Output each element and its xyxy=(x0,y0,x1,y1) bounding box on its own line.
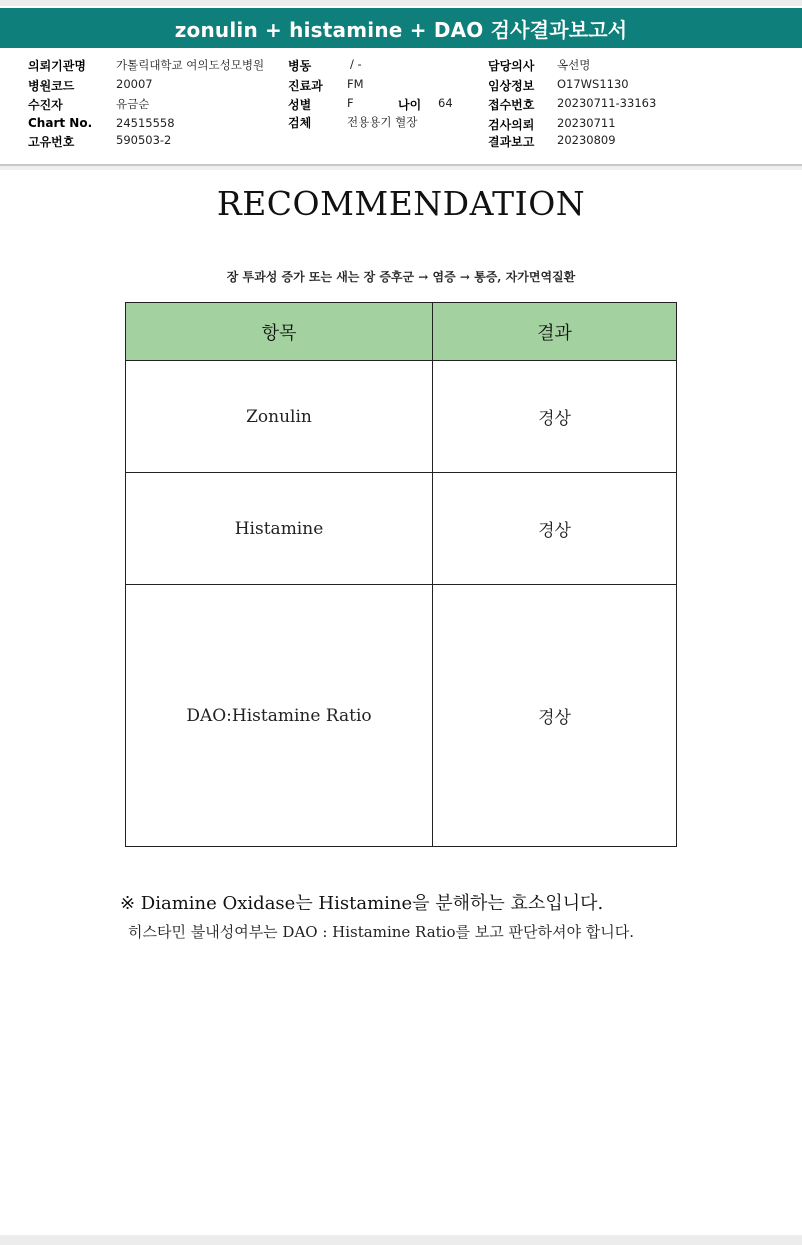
item-cell: Histamine xyxy=(126,473,433,585)
table-row xyxy=(126,585,677,847)
request-date-value: 20230711 xyxy=(557,116,616,130)
institution-label: 의뢰기관명 xyxy=(28,59,86,73)
dept-value: FM xyxy=(347,77,364,91)
patient-label: 수진자 xyxy=(28,98,63,112)
unique-id-value: 590503-2 xyxy=(116,133,172,147)
divider-shadow xyxy=(0,166,802,170)
doctor-label: 담당의사 xyxy=(488,59,535,73)
recommendation-subline: 장 투과성 증가 또는 새는 장 증후군 → 염증 → 통증, 자가면역질환 xyxy=(226,270,576,284)
column-header-result: 결과 xyxy=(433,303,677,361)
table-header-row xyxy=(126,303,677,361)
note-intolerance: 히스타민 불내성여부는 DAO : Histamine Ratio를 보고 판단하셔야 합니다. xyxy=(128,923,634,941)
institution-value: 가톨릭대학교 여의도성모병원 xyxy=(116,58,265,72)
hospital-code-label: 병원코드 xyxy=(28,79,75,93)
sex-label: 성별 xyxy=(288,98,312,112)
request-date-label: 검사의뢰 xyxy=(488,118,535,132)
clinical-info-value: O17WS1130 xyxy=(557,77,629,91)
result-cell: 경상 xyxy=(433,361,677,473)
specimen-value: 전용용기 혈장 xyxy=(347,115,418,129)
result-cell: 경상 xyxy=(433,473,677,585)
ward-value: / - xyxy=(350,57,362,71)
age-value: 64 xyxy=(438,96,453,110)
specimen-label: 검체 xyxy=(288,116,312,130)
chart-value: 24515558 xyxy=(116,116,175,130)
patient-value: 유금순 xyxy=(116,97,150,111)
receipt-no-value: 20230711-33163 xyxy=(557,96,657,110)
bottom-strip xyxy=(0,1235,802,1245)
result-table xyxy=(125,302,677,847)
report-title: zonulin + histamine + DAO 검사결과보고서 xyxy=(0,8,802,48)
item-cell: Zonulin xyxy=(126,361,433,473)
recommendation-heading: RECOMMENDATION xyxy=(216,184,586,223)
chart-label: Chart No. xyxy=(28,116,93,130)
table-row xyxy=(126,473,677,585)
note-enzyme: ※ Diamine Oxidase는 Histamine을 분해하는 효소입니다. xyxy=(120,893,604,914)
clinical-info-label: 임상정보 xyxy=(488,79,535,93)
item-cell: DAO:Histamine Ratio xyxy=(126,585,433,847)
report-date-value: 20230809 xyxy=(557,133,616,147)
receipt-no-label: 접수번호 xyxy=(488,98,535,112)
report-date-label: 결과보고 xyxy=(488,135,535,149)
column-header-item: 항목 xyxy=(126,303,433,361)
sex-value: F xyxy=(347,96,354,110)
patient-info-section xyxy=(0,52,802,164)
unique-id-label: 고유번호 xyxy=(28,135,75,149)
top-strip xyxy=(0,0,802,6)
ward-label: 병동 xyxy=(288,59,312,73)
age-label: 나이 xyxy=(398,98,422,112)
doctor-value: 옥선명 xyxy=(557,58,591,72)
dept-label: 진료과 xyxy=(288,79,323,93)
hospital-code-value: 20007 xyxy=(116,77,153,91)
table-row xyxy=(126,361,677,473)
result-cell: 경상 xyxy=(433,585,677,847)
